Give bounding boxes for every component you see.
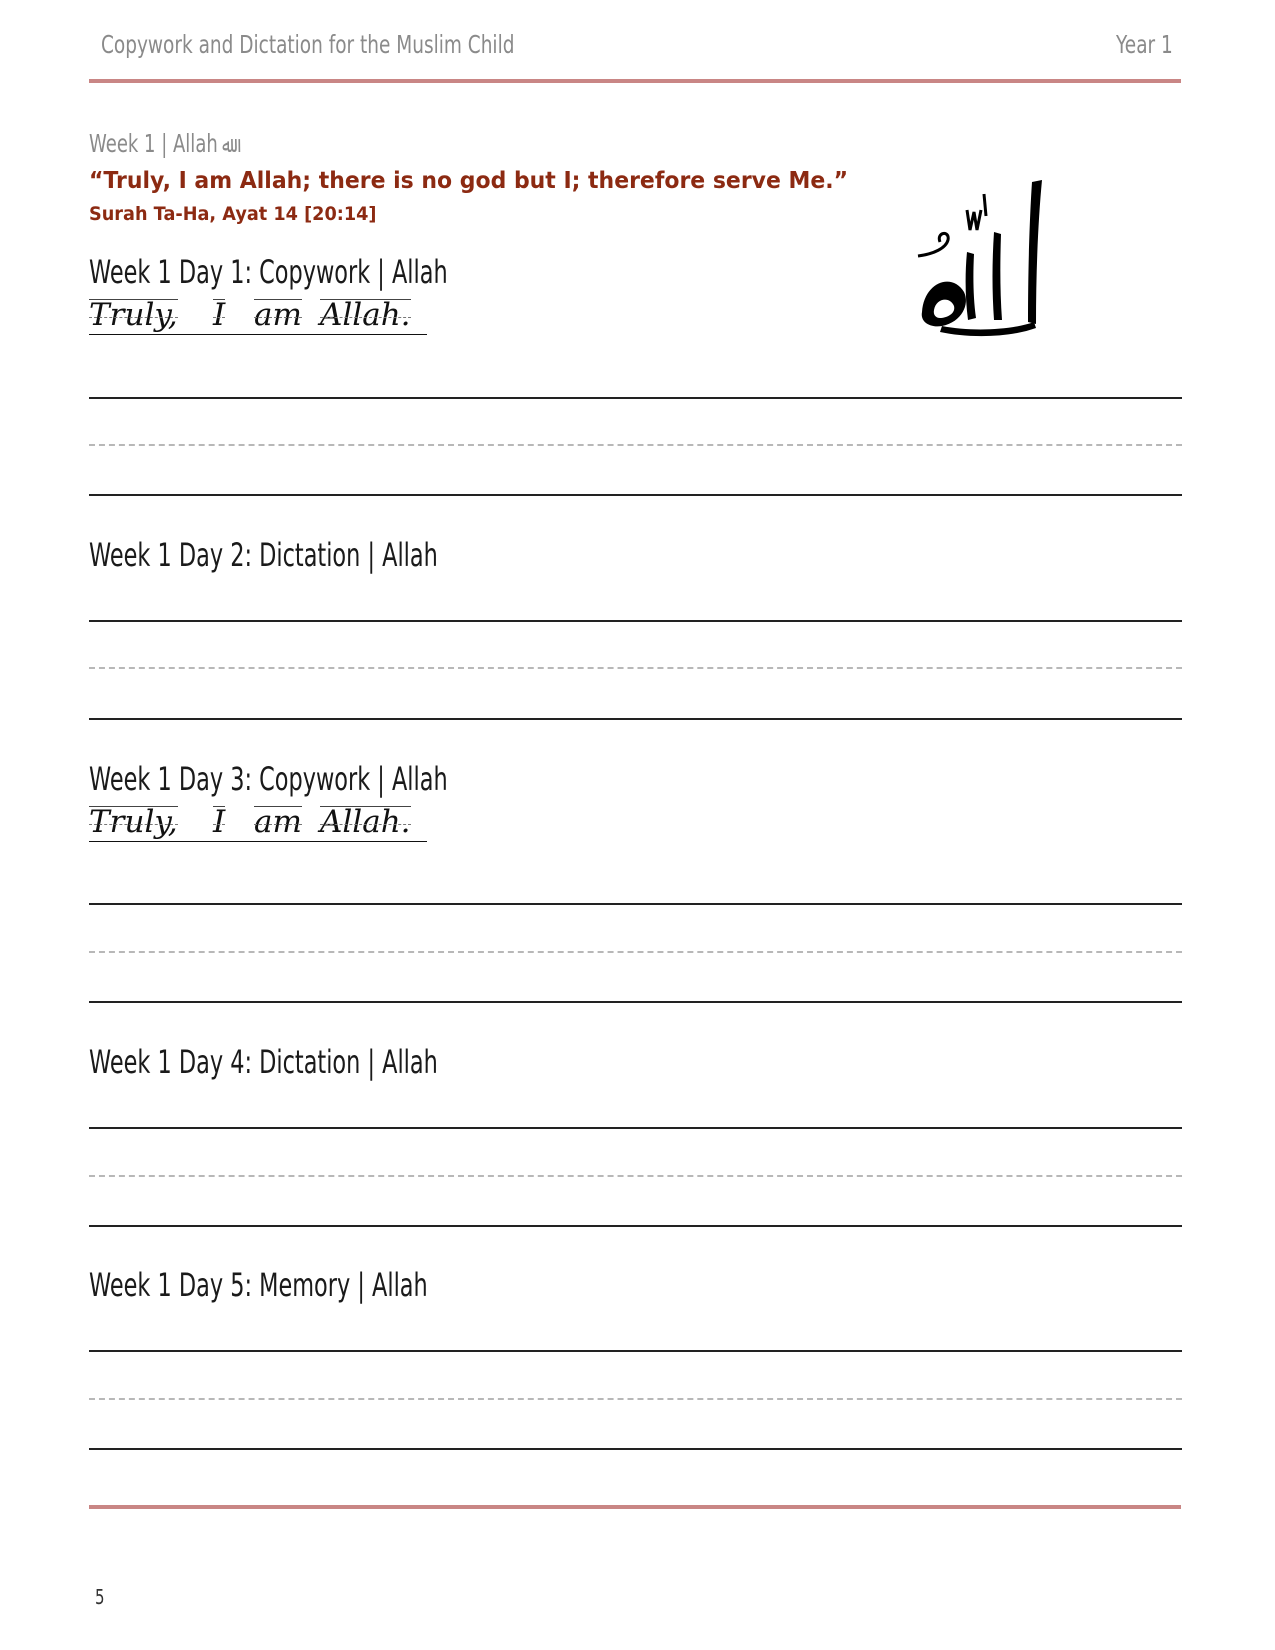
model-sentence-day1 bbox=[89, 297, 429, 341]
section-day1-title: Week 1 Day 1: Copywork | Allah bbox=[89, 253, 448, 291]
model-word: am bbox=[254, 297, 302, 333]
writing-line-base bbox=[89, 1448, 1182, 1450]
verse-text: “Truly, I am Allah; there is no god but I; therefore serve Me.” bbox=[89, 168, 849, 194]
writing-line-mid bbox=[89, 1175, 1182, 1177]
writing-line-top bbox=[89, 397, 1182, 399]
writing-line-top bbox=[89, 1127, 1182, 1129]
writing-line-top bbox=[89, 903, 1182, 905]
section-day2-title: Week 1 Day 2: Dictation | Allah bbox=[89, 536, 438, 574]
model-baseline bbox=[89, 841, 427, 842]
model-word: Allah. bbox=[320, 804, 411, 840]
model-word: Allah. bbox=[320, 297, 411, 333]
verse-reference: Surah Ta-Ha, Ayat 14 [20:14] bbox=[89, 203, 377, 225]
model-word: am bbox=[254, 804, 302, 840]
week-label bbox=[89, 129, 231, 158]
model-baseline bbox=[89, 334, 427, 335]
week-label-text: Week 1 | Allah bbox=[89, 129, 218, 158]
writing-line-top bbox=[89, 620, 1182, 622]
header-year: Year 1 bbox=[1116, 30, 1173, 59]
model-word: Truly, bbox=[89, 804, 178, 840]
header-rule bbox=[89, 79, 1181, 83]
model-word: I bbox=[213, 297, 226, 333]
writing-line-mid bbox=[89, 444, 1182, 446]
writing-line-base bbox=[89, 718, 1182, 720]
header-title: Copywork and Dictation for the Muslim Child bbox=[101, 30, 515, 59]
writing-line-mid bbox=[89, 667, 1182, 669]
model-word: I bbox=[213, 804, 226, 840]
section-day3-title: Week 1 Day 3: Copywork | Allah bbox=[89, 760, 448, 798]
writing-line-mid bbox=[89, 951, 1182, 953]
model-sentence-day3 bbox=[89, 804, 429, 848]
model-word: Truly, bbox=[89, 297, 178, 333]
writing-line-base bbox=[89, 494, 1182, 496]
writing-line-top bbox=[89, 1350, 1182, 1352]
allah-glyph-small: ﷲ bbox=[222, 133, 232, 158]
writing-line-mid bbox=[89, 1398, 1182, 1400]
writing-line-base bbox=[89, 1001, 1182, 1003]
footer-rule bbox=[89, 1505, 1181, 1509]
section-day4-title: Week 1 Day 4: Dictation | Allah bbox=[89, 1043, 438, 1081]
section-day5-title: Week 1 Day 5: Memory | Allah bbox=[89, 1266, 428, 1304]
allah-calligraphy-image bbox=[912, 172, 1082, 352]
writing-line-base bbox=[89, 1225, 1182, 1227]
page-number: 5 bbox=[95, 1585, 105, 1609]
